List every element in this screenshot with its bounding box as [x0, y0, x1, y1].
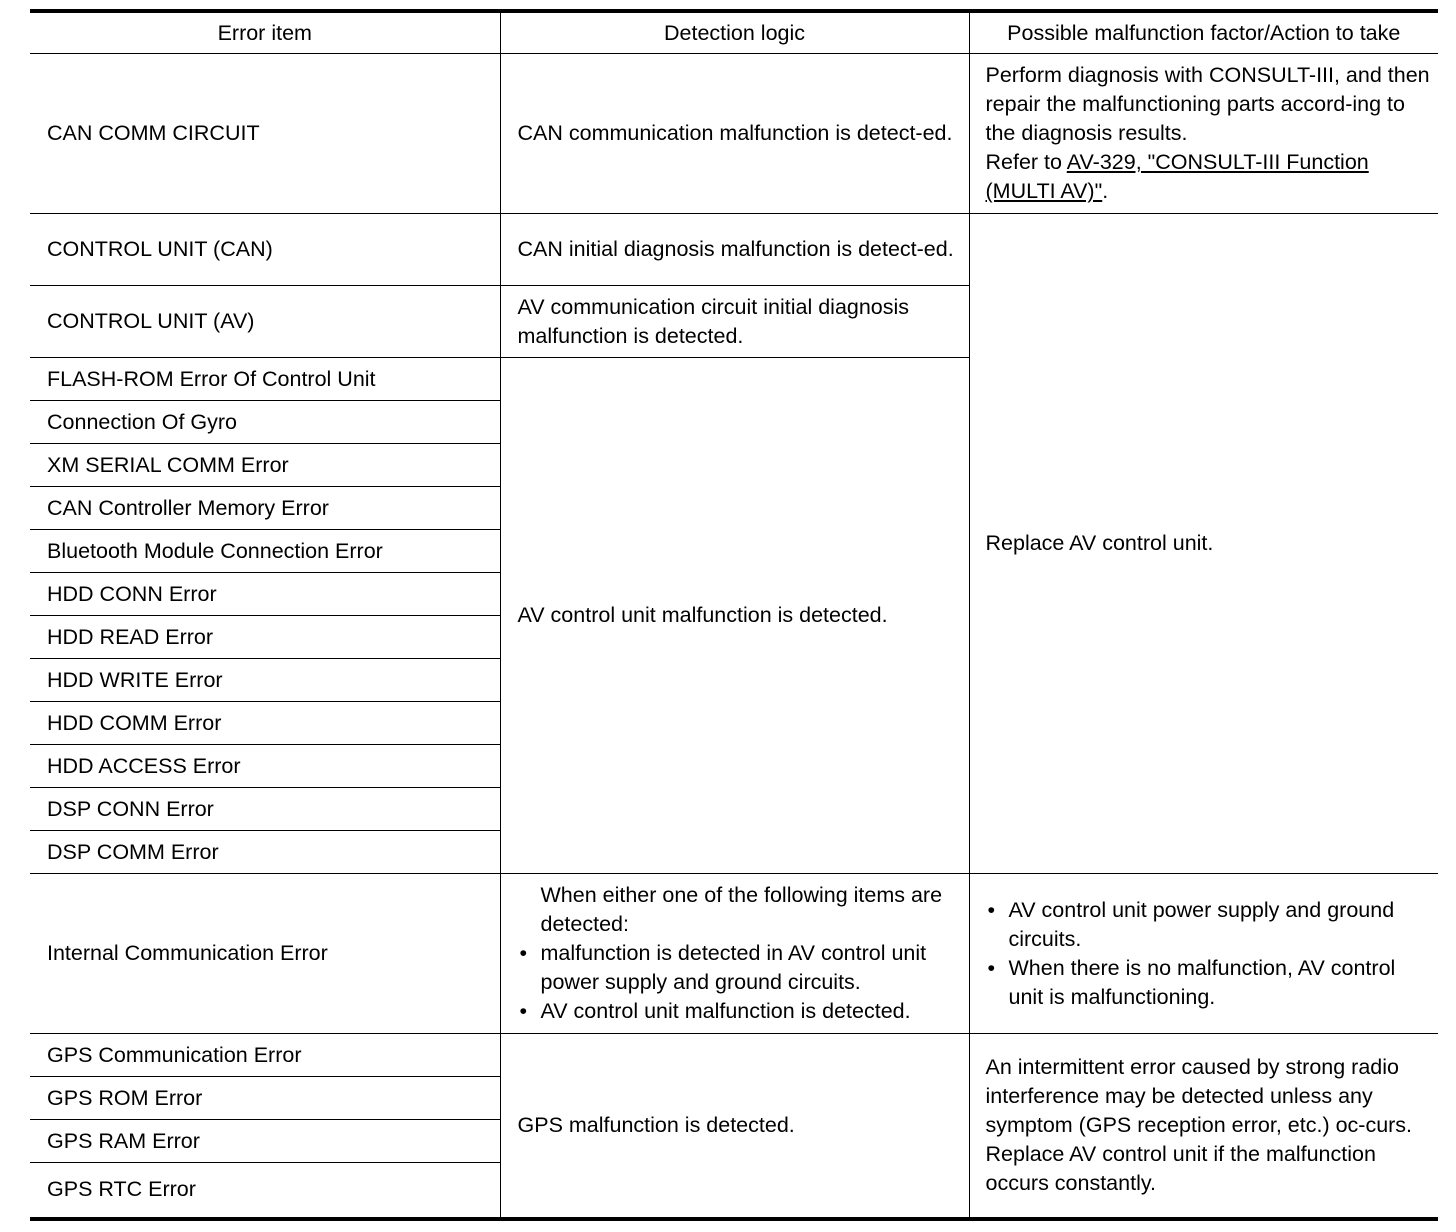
detection-logic-cell: CAN initial diagnosis malfunction is detect-ed.	[500, 214, 969, 286]
action-cell	[969, 874, 1438, 1034]
action-cell	[969, 54, 1438, 214]
error-item-cell: CAN Controller Memory Error	[30, 487, 500, 530]
action-text: An intermittent error caused by strong radio interference may be detected unless any symptom (GPS reception error, etc.) oc-curs.	[985, 1054, 1413, 1137]
error-item-cell: FLASH-ROM Error Of Control Unit	[30, 358, 500, 401]
error-item-cell: GPS RAM Error	[30, 1120, 500, 1163]
action-text: Perform diagnosis with CONSULT-III, and then repair the malfunctioning parts accord-ing to the diagnosis results.	[985, 63, 1430, 145]
detection-logic-cell: AV control unit malfunction is detected.	[500, 358, 969, 874]
detection-logic-cell: AV communication circuit initial diagnosis malfunction is detected.	[500, 286, 969, 358]
error-item-cell: GPS Communication Error	[30, 1034, 500, 1077]
error-item-cell: Bluetooth Module Connection Error	[30, 530, 500, 573]
error-item-cell: CAN COMM CIRCUIT	[30, 54, 500, 214]
error-item-cell: CONTROL UNIT (AV)	[30, 286, 500, 358]
error-item-cell: HDD COMM Error	[30, 702, 500, 745]
error-item-cell: DSP CONN Error	[30, 788, 500, 831]
header-error-item: Error item	[30, 11, 500, 54]
list-item: • AV control unit malfunction is detected.	[518, 997, 955, 1026]
detection-logic-cell: GPS malfunction is detected.	[500, 1034, 969, 1219]
refer-text: Refer to	[985, 150, 1067, 174]
error-item-cell: HDD READ Error	[30, 616, 500, 659]
error-item-cell: GPS ROM Error	[30, 1077, 500, 1120]
detection-logic-cell: CAN communication malfunction is detect-ed.	[500, 54, 969, 214]
table-row	[30, 214, 1438, 286]
error-item-cell: XM SERIAL COMM Error	[30, 444, 500, 487]
replace-action-cell: Replace AV control unit.	[969, 214, 1438, 874]
period-text: .	[1102, 179, 1109, 203]
header-action: Possible malfunction factor/Action to take	[969, 11, 1438, 54]
error-item-cell: HDD WRITE Error	[30, 659, 500, 702]
table-row	[30, 874, 1438, 1034]
header-detection-logic: Detection logic	[500, 11, 969, 54]
header-row	[30, 11, 1438, 54]
table-row	[30, 1034, 1438, 1077]
list-item: • malfunction is detected in AV control unit power supply and ground circuits.	[518, 939, 955, 997]
consult-function-link[interactable]: AV-329, "CONSULT-III Function (MULTI AV)"	[985, 150, 1369, 203]
action-text: Replace AV control unit if the malfunction occurs constantly.	[985, 1141, 1376, 1195]
action-cell	[969, 1034, 1438, 1219]
error-item-cell: GPS RTC Error	[30, 1163, 500, 1219]
error-item-cell: HDD CONN Error	[30, 573, 500, 616]
list-item: • AV control unit power supply and ground circuits.	[986, 896, 1431, 954]
error-item-cell: HDD ACCESS Error	[30, 745, 500, 788]
error-item-cell: Connection Of Gyro	[30, 401, 500, 444]
list-item: When either one of the following items are detected:	[540, 883, 943, 936]
detection-logic-cell	[500, 874, 969, 1034]
error-item-cell: Internal Communication Error	[30, 874, 500, 1034]
error-item-cell: DSP COMM Error	[30, 831, 500, 874]
error-item-cell: CONTROL UNIT (CAN)	[30, 214, 500, 286]
error-item-table	[30, 9, 1438, 1221]
list-item: • When there is no malfunction, AV control unit is malfunctioning.	[986, 954, 1431, 1012]
table-row	[30, 54, 1438, 214]
